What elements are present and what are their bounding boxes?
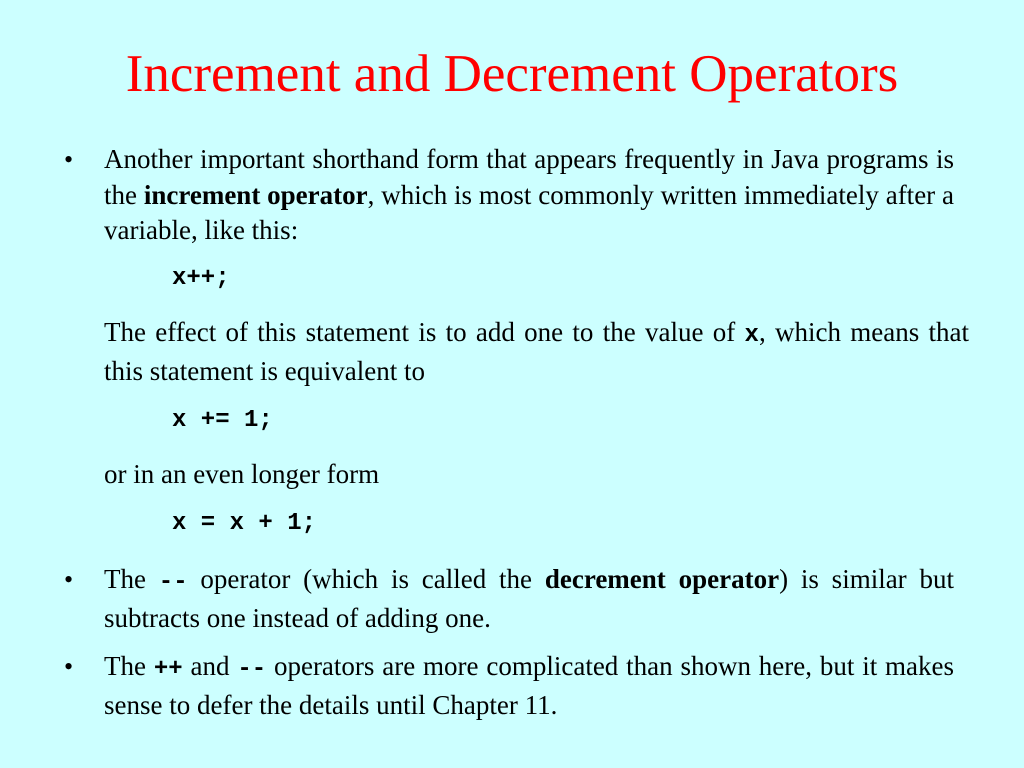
bullet-3-marker: • bbox=[64, 652, 74, 681]
variable-x: x bbox=[744, 322, 759, 349]
bullet-2-text-part1: The bbox=[104, 564, 159, 594]
bullet-1-text bbox=[104, 142, 954, 249]
decrement-symbol: -- bbox=[237, 656, 267, 683]
code-example-increment: x++; bbox=[172, 265, 230, 292]
bullet-3-text-part2: and bbox=[182, 651, 238, 681]
bullet-1-marker: • bbox=[64, 145, 74, 174]
bullet-1-text-part2: , which is most commonly written immediately after a variable, like this: bbox=[104, 179, 954, 245]
bullet-3-text-part3: operators are more complicated than shown here, but it makes sense to defer the details until Chapter 11. bbox=[104, 651, 955, 720]
bullet-2-text bbox=[104, 562, 954, 636]
bullet-2-text-part2: operator (which is called the bbox=[187, 564, 545, 594]
increment-operator-term: increment operator bbox=[143, 179, 368, 210]
effect-paragraph bbox=[104, 315, 969, 389]
decrement-symbol: -- bbox=[158, 569, 188, 596]
decrement-operator-term: decrement operator bbox=[544, 564, 780, 594]
increment-symbol: ++ bbox=[153, 656, 183, 683]
bullet-2-marker: • bbox=[64, 565, 74, 594]
bullet-3-text-part1: The bbox=[104, 651, 154, 681]
bullet-3-text bbox=[104, 649, 954, 723]
code-example-assignment: x = x + 1; bbox=[172, 510, 317, 537]
slide-title: Increment and Decrement Operators bbox=[125, 45, 899, 103]
bullet-2-text-part3: ) is similar but subtracts one instead of adding one. bbox=[104, 564, 954, 633]
effect-paragraph-part2: , which means that this statement is equivalent to bbox=[104, 317, 969, 386]
bullet-1-text-part1: Another important shorthand form that appears frequently in Java programs is the bbox=[104, 144, 954, 210]
effect-paragraph-part1: The effect of this statement is to add one to the value of bbox=[104, 317, 745, 347]
code-example-plus-equals: x += 1; bbox=[172, 407, 273, 434]
longer-form-paragraph: or in an even longer form bbox=[104, 459, 380, 489]
